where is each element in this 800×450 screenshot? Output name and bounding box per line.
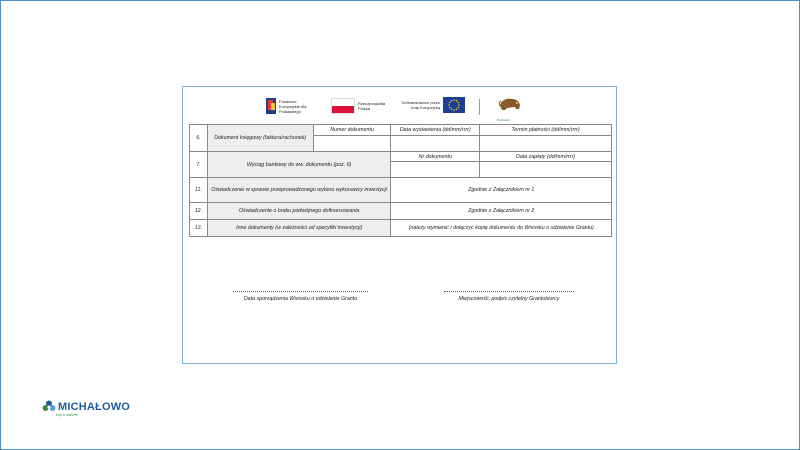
bison-icon [497, 95, 523, 117]
input-cell[interactable] [480, 136, 612, 152]
row-value: Zgodnie z Załącznikiem nr 1 [391, 178, 612, 203]
row-label: Dokument księgowy (faktura/rachunek) [207, 125, 313, 152]
table-row [190, 152, 612, 162]
fe-logo [266, 98, 315, 114]
signature-line [233, 291, 368, 292]
eu-logo-text: Dofinansowane przez Unię Europejską [401, 100, 440, 110]
signature-left-label: Data sporządzenia Wniosku o udzielenie Grantu [243, 296, 358, 302]
row-number: 6. [190, 125, 208, 152]
row-number: 12. [190, 203, 208, 220]
row-label: Inne dokumenty (w zależności od specyfiki inwestycji) [207, 220, 391, 237]
logo-bar [183, 97, 616, 122]
fe-logo-text: Fundusze Europejskie dla Podlaskiego [279, 98, 307, 114]
row-value: (należy wymienić i dołączyć kopię dokumentu do Wniosku o udzielenie Grantu) [391, 220, 612, 237]
column-header: Termin płatności (dd/mm/rrrr) [480, 125, 612, 136]
rp-logo-text: Rzeczpospolita Polska [358, 101, 386, 111]
signature-right [444, 291, 574, 302]
podlaskie-logo [497, 95, 523, 122]
row-label: Oświadczenie w sprawie przeprowadzonego wyboru wykonawcy inwestycji [207, 178, 391, 203]
input-cell[interactable] [480, 162, 612, 178]
column-header: Data wystawienia (dd/mm/rrrr) [391, 125, 480, 136]
logo-divider [479, 99, 480, 115]
row-number: 13. [190, 220, 208, 237]
podlaskie-text: Podlaskie [497, 118, 511, 122]
eu-flag-icon [443, 97, 465, 113]
input-cell[interactable] [391, 136, 480, 152]
column-header: Data zapłaty (dd/mm/rrrr) [480, 152, 612, 162]
signature-line [444, 291, 574, 292]
rp-logo [331, 98, 386, 114]
michalowo-brand [42, 400, 131, 417]
brand-name: MICHAŁOWO [58, 401, 131, 413]
input-cell[interactable] [391, 162, 480, 178]
table-row [190, 178, 612, 203]
signature-left [233, 291, 368, 302]
eu-logo [396, 97, 465, 113]
fe-mark-icon [266, 98, 276, 114]
table-row [190, 125, 612, 136]
column-header: Numer dokumentu [313, 125, 391, 136]
row-label: Oświadczenie o braku podwójnego dofinansowania [207, 203, 391, 220]
poland-flag-icon [331, 98, 355, 114]
row-value: Zgodnie z Załącznikiem nr 2 [391, 203, 612, 220]
flower-logo-icon [42, 400, 56, 414]
table-row [190, 203, 612, 220]
document-table [189, 124, 612, 237]
row-label: Wyciąg bankowy do ww. dokumentu (poz. 6) [207, 152, 391, 178]
brand-tagline: kraj w naturze [56, 413, 78, 417]
column-header: Nr dokumentu [391, 152, 480, 162]
table-row [190, 220, 612, 237]
signature-right-label: Miejscowość, podpis czytelny Grantobiorcy [458, 296, 560, 302]
row-number: 11. [190, 178, 208, 203]
document-page [182, 86, 617, 364]
row-number: 7. [190, 152, 208, 178]
input-cell[interactable] [313, 136, 391, 152]
